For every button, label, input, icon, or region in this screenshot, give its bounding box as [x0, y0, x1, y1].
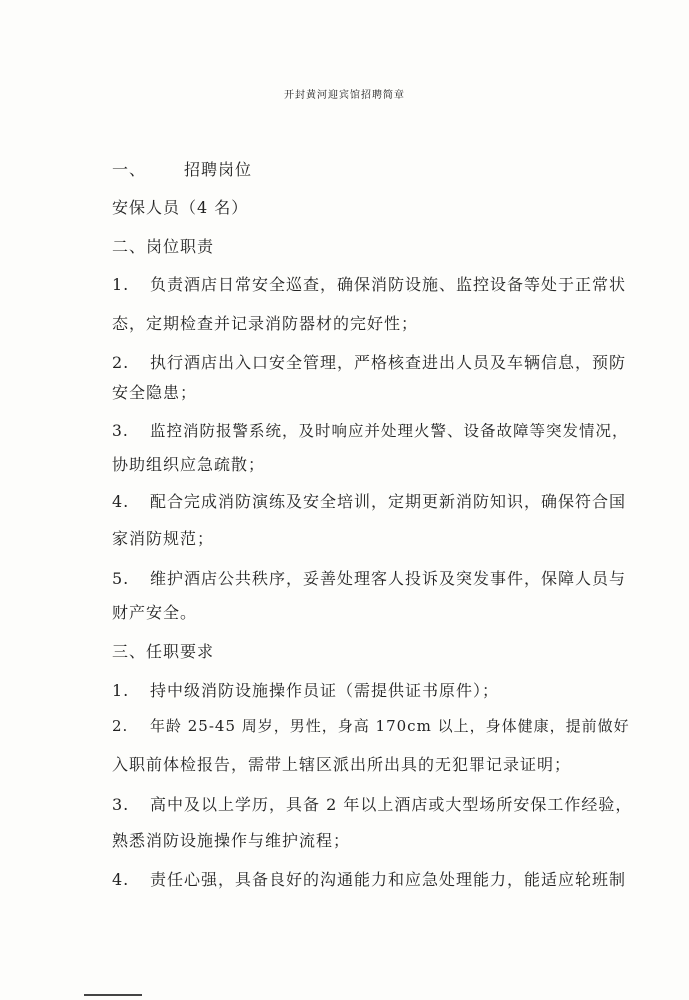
list-number: 3. [112, 795, 130, 814]
requirement-item-3 [112, 792, 632, 815]
duty-item-5-cont: 财产安全。 [112, 603, 198, 622]
duty-item-4 [112, 489, 626, 512]
list-text: 负责酒店日常安全巡查，确保消防设施、监控设备等处于正常状 [150, 275, 627, 294]
duty-item-2 [112, 350, 626, 373]
duty-item-3-cont: 协助组织应急疏散； [112, 455, 266, 474]
document-title: 开封黄河迎宾馆招聘简章 [284, 90, 405, 101]
list-text: 执行酒店出入口安全管理，严格核查进出人员及车辆信息，预防 [150, 353, 627, 372]
requirement-item-3-cont: 熟悉消防设施操作与维护流程； [112, 831, 351, 850]
scan-edge-mark [84, 994, 142, 996]
requirement-item-4 [112, 867, 626, 890]
duty-item-3 [112, 419, 629, 441]
list-text: 高中及以上学历，具备 2 年以上酒店或大型场所安保工作经验， [150, 795, 633, 814]
section-title: 招聘岗位 [184, 160, 253, 179]
section-heading-requirements: 三、任职要求 [112, 642, 215, 661]
list-text: 持中级消防设施操作员证（需提供证书原件）； [150, 681, 500, 700]
list-number: 3. [112, 422, 129, 440]
section-heading-duties: 二、岗位职责 [112, 237, 215, 256]
duty-item-2-cont: 安全隐患； [112, 383, 198, 402]
list-text: 配合完成消防演练及安全培训，定期更新消防知识，确保符合国 [150, 492, 627, 511]
list-text: 维护酒店公共秩序，妥善处理客人投诉及突发事件，保障人员与 [150, 569, 627, 588]
list-number: 2. [112, 717, 129, 735]
list-text: 年龄 25-45 周岁，男性，身高 170cm 以上，身体健康，提前做好 [150, 717, 630, 735]
section-heading-positions [112, 157, 252, 180]
duty-item-4-cont: 家消防规范； [112, 529, 215, 548]
list-number: 1. [112, 275, 130, 294]
duty-item-1 [112, 272, 626, 295]
list-number: 4. [112, 870, 130, 889]
requirement-item-2 [112, 715, 630, 736]
list-text: 监控消防报警系统，及时响应并处理火警、设备故障等突发情况， [150, 422, 629, 440]
section-number: 一、 [112, 160, 147, 179]
list-text: 责任心强，具备良好的沟通能力和应急处理能力，能适应轮班制 [150, 870, 627, 889]
duty-item-5 [112, 566, 626, 589]
list-number: 2. [112, 353, 130, 372]
requirement-item-1 [112, 678, 499, 701]
requirement-item-2-cont: 入职前体检报告，需带上辖区派出所出具的无犯罪记录证明； [112, 755, 572, 774]
position-line: 安保人员（4 名） [112, 198, 249, 217]
list-number: 5. [112, 569, 130, 588]
duty-item-1-cont: 态，定期检查并记录消防器材的完好性； [112, 314, 419, 333]
list-number: 1. [112, 681, 130, 700]
list-number: 4. [112, 492, 130, 511]
